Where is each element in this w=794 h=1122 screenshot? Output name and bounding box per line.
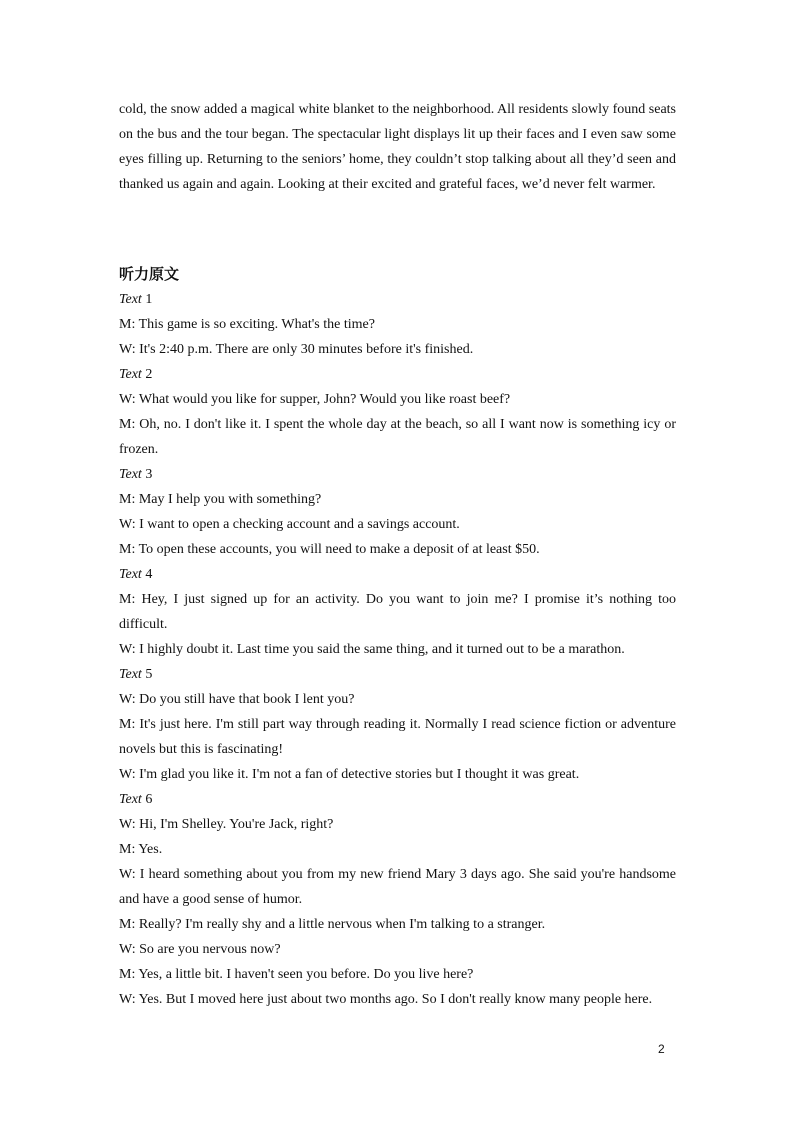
- text-label: Text: [119, 792, 142, 807]
- page-number: 2: [658, 1042, 665, 1056]
- dialogue-line: W: What would you like for supper, John? Would you like roast beef?: [119, 392, 511, 407]
- text-6-header: [119, 787, 676, 812]
- text-number: 1: [145, 292, 153, 307]
- dialogue-line: W: Do you still have that book I lent you?: [119, 692, 355, 707]
- text-4-header: [119, 562, 676, 587]
- text-label: Text: [119, 467, 142, 482]
- dialogue-line: M: May I help you with something?: [119, 492, 322, 507]
- dialogue-line: M: Yes, a little bit. I haven't seen you before. Do you live here?: [119, 967, 474, 982]
- dialogue-line: W: I heard something about you from my new friend Mary 3 days ago. She said you're handsome and have a good sense of humor.: [119, 867, 676, 907]
- dialogue-line: M: Really? I'm really shy and a little nervous when I'm talking to a stranger.: [119, 917, 546, 932]
- text-2-header: [119, 362, 676, 387]
- dialogue-line: M: Hey, I just signed up for an activity. Do you want to join me? I promise it’s nothing too difficult.: [119, 592, 676, 632]
- intro-paragraph: cold, the snow added a magical white blanket to the neighborhood. All residents slowly found seats on the bus and the tour began. The spectacular light displays lit up their faces and I even saw some eyes filling up. Returning to the seniors’ home, they couldn’t stop talking about all they’d seen and thanked us again and again. Looking at their excited and grateful faces, we’d never felt warmer.: [119, 102, 676, 192]
- dialogue-line: W: I want to open a checking account and a savings account.: [119, 517, 460, 532]
- dialogue-line: M: Yes.: [119, 842, 163, 857]
- dialogue-line: M: It's just here. I'm still part way through reading it. Normally I read science fiction or adventure novels but this is fascinating!: [119, 717, 676, 757]
- dialogue-line: W: Hi, I'm Shelley. You're Jack, right?: [119, 817, 334, 832]
- dialogue-line: W: I highly doubt it. Last time you said the same thing, and it turned out to be a marathon.: [119, 642, 625, 657]
- text-label: Text: [119, 292, 142, 307]
- text-label: Text: [119, 667, 142, 682]
- dialogue-line: M: To open these accounts, you will need to make a deposit of at least $50.: [119, 542, 540, 557]
- listening-transcript: [119, 287, 676, 1012]
- text-5-header: [119, 662, 676, 687]
- text-number: 3: [145, 467, 153, 482]
- dialogue-line: W: I'm glad you like it. I'm not a fan of detective stories but I thought it was great.: [119, 767, 580, 782]
- text-3-header: [119, 462, 676, 487]
- text-label: Text: [119, 567, 142, 582]
- text-number: 2: [145, 367, 153, 382]
- dialogue-line: W: It's 2:40 p.m. There are only 30 minutes before it's finished.: [119, 342, 474, 357]
- dialogue-line: W: Yes. But I moved here just about two months ago. So I don't really know many people here.: [119, 992, 653, 1007]
- text-label: Text: [119, 367, 142, 382]
- section-heading: 听力原文: [119, 265, 180, 283]
- dialogue-line: W: So are you nervous now?: [119, 942, 281, 957]
- dialogue-line: M: Oh, no. I don't like it. I spent the whole day at the beach, so all I want now is something icy or frozen.: [119, 417, 676, 457]
- text-1-header: [119, 287, 676, 312]
- text-number: 5: [145, 667, 153, 682]
- text-number: 6: [145, 792, 153, 807]
- text-number: 4: [145, 567, 153, 582]
- dialogue-line: M: This game is so exciting. What's the time?: [119, 317, 375, 332]
